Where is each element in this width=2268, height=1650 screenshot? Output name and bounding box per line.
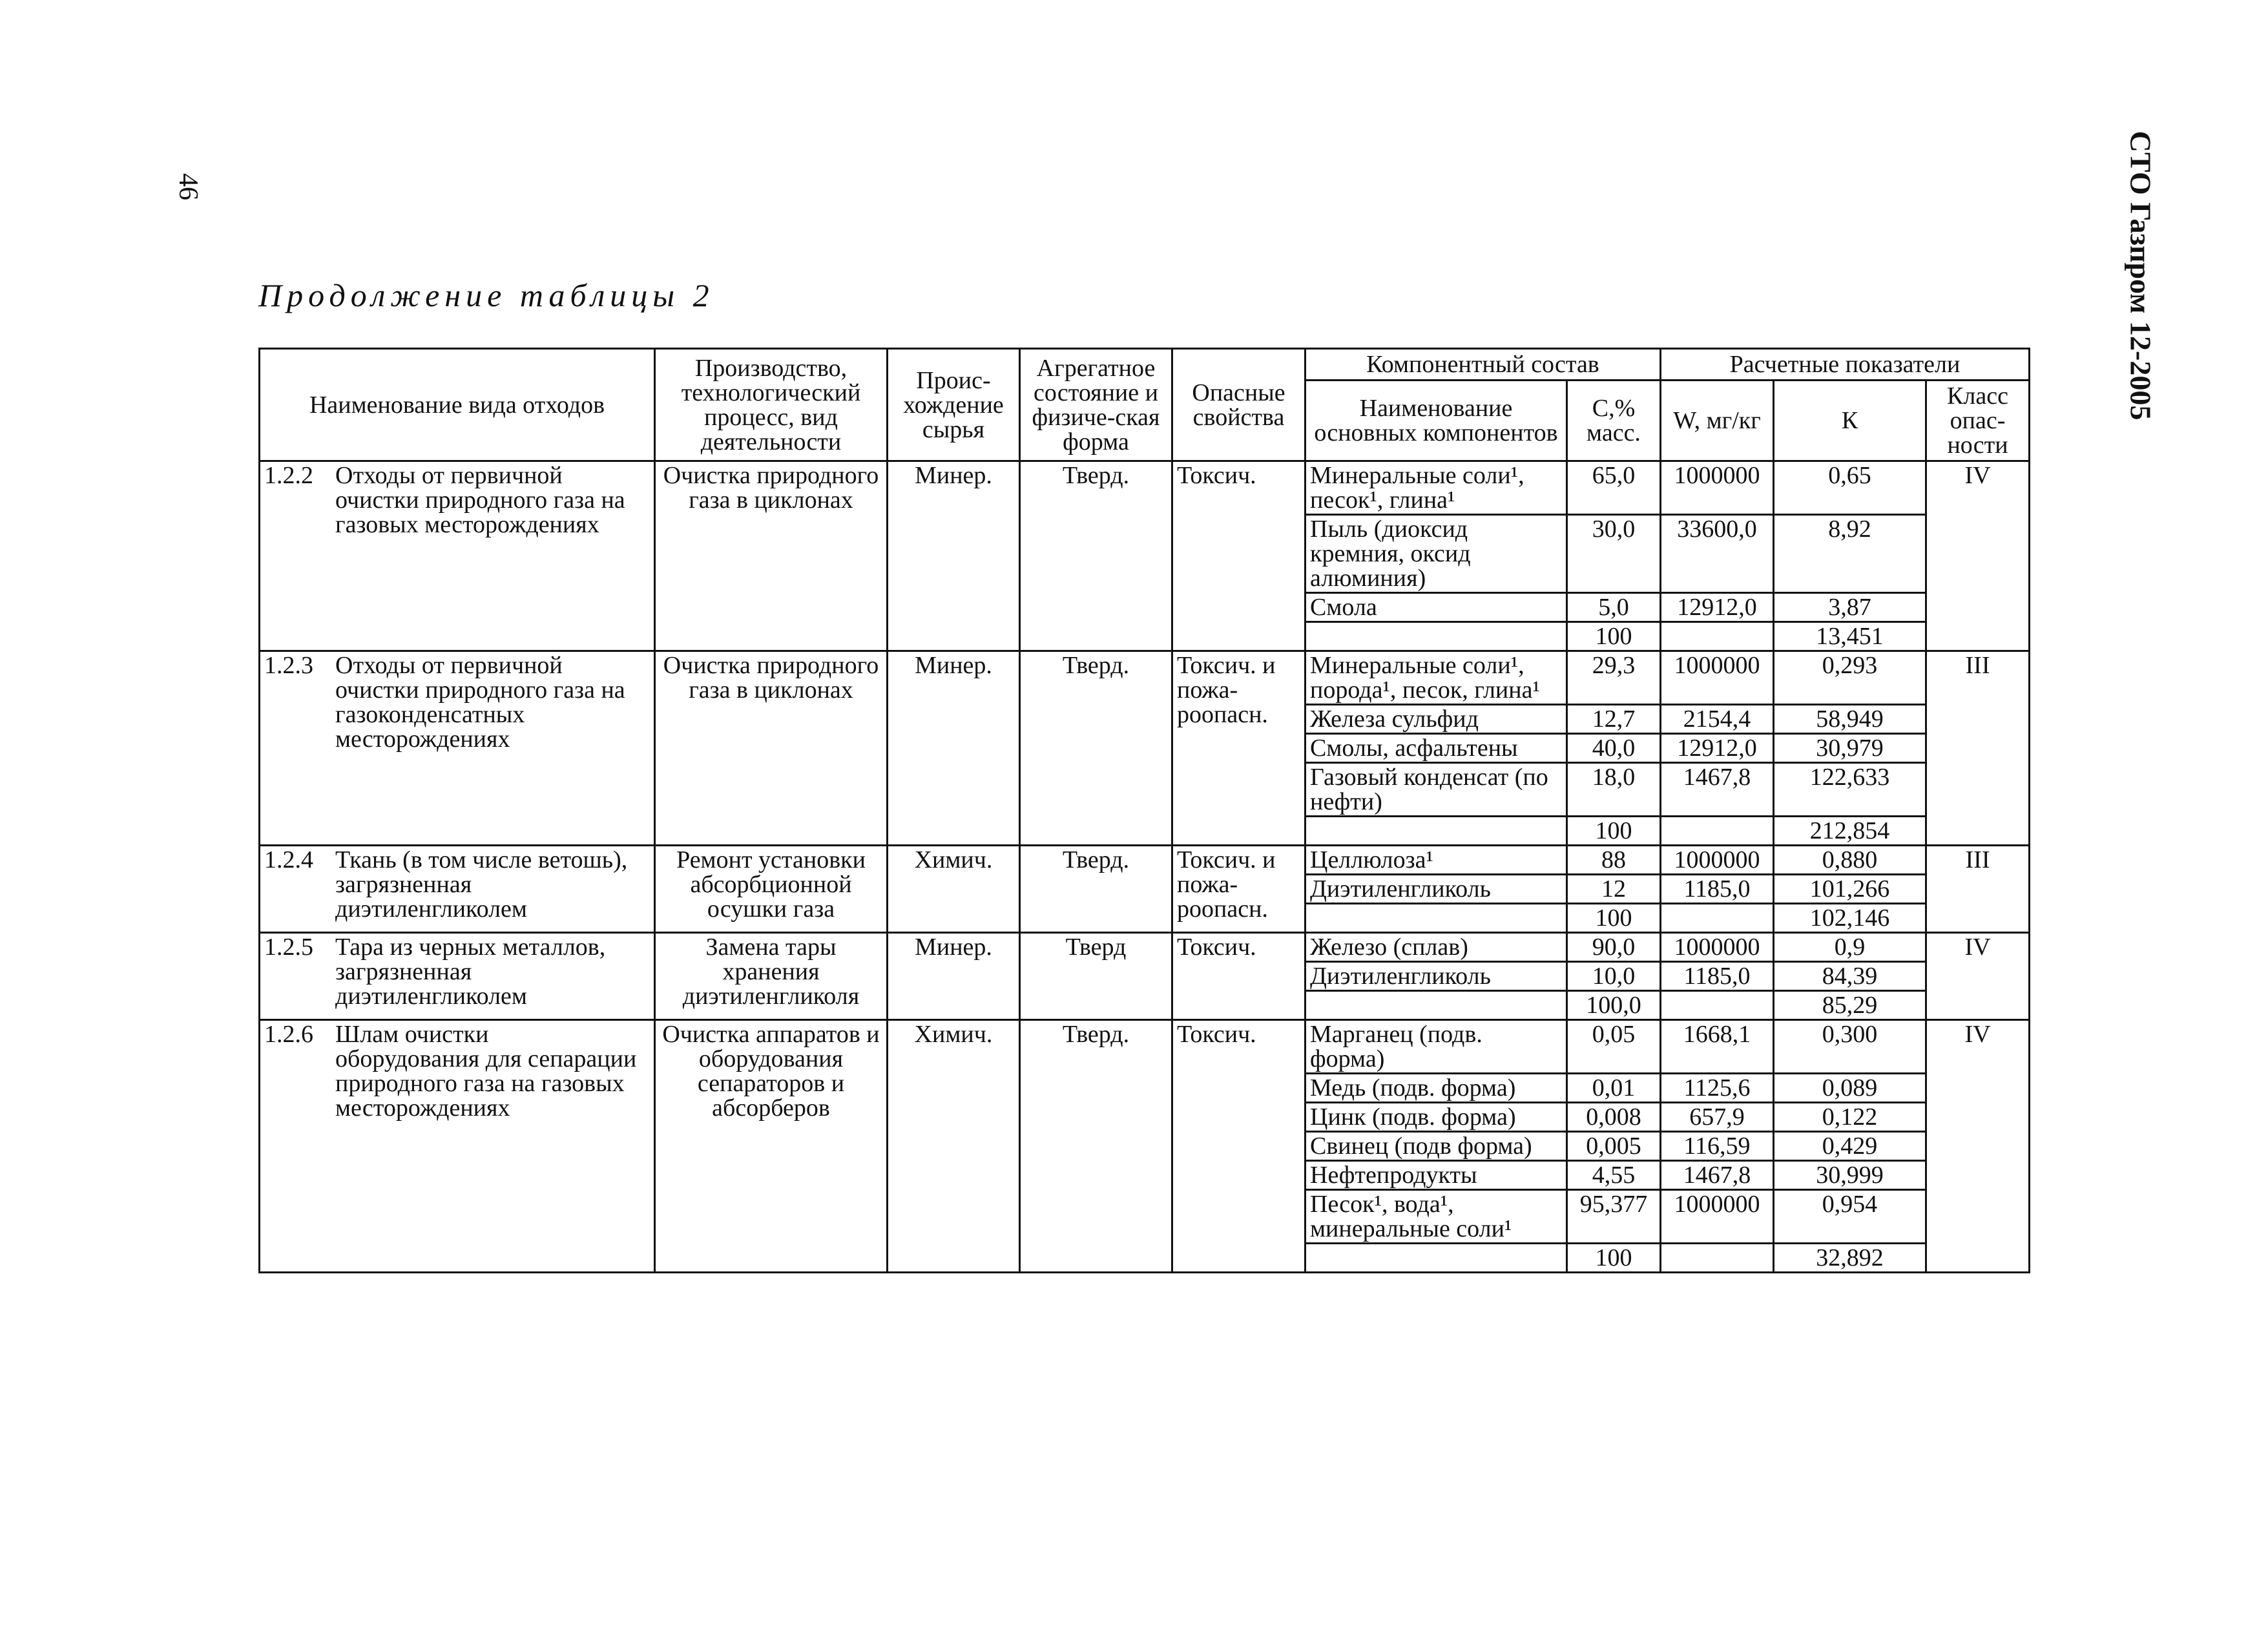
- header-origin: Проис-хождение сырья: [888, 349, 1020, 461]
- process-cell: Очистка природного газа в циклонах: [655, 461, 888, 651]
- component-name: Железо (сплав): [1306, 933, 1567, 962]
- component-c: 65,0: [1567, 461, 1661, 515]
- component-w: 1125,6: [1661, 1074, 1774, 1103]
- total-label: [1306, 991, 1567, 1020]
- component-c: 0,01: [1567, 1074, 1661, 1103]
- component-name: Смола: [1306, 593, 1567, 622]
- component-name: Минеральные соли¹, порода¹, песок, глина¹: [1306, 651, 1567, 705]
- component-c: 10,0: [1567, 962, 1661, 991]
- header-calc: Расчетные показатели: [1661, 349, 2030, 381]
- total-w: [1661, 991, 1774, 1020]
- component-k: 30,979: [1774, 734, 1926, 763]
- waste-code: 1.2.5: [264, 934, 313, 961]
- document-code: СТО Газпром 12-2005: [2124, 131, 2158, 421]
- header-c: С,% масс.: [1567, 381, 1661, 461]
- component-w: 1668,1: [1661, 1020, 1774, 1074]
- hazard-class-cell: IV: [1926, 1020, 2030, 1273]
- state-cell: Тверд.: [1020, 846, 1172, 933]
- component-k: 0,122: [1774, 1103, 1926, 1132]
- state-cell: Тверд.: [1020, 461, 1172, 651]
- header-component: Наименование основных компонентов: [1306, 381, 1567, 461]
- component-k: 58,949: [1774, 705, 1926, 734]
- header-state: Агрегатное состояние и физиче-ская форма: [1020, 349, 1172, 461]
- waste-code: 1.2.4: [264, 846, 313, 873]
- total-label: [1306, 622, 1567, 651]
- page-number: 46: [173, 173, 203, 200]
- state-cell: Тверд.: [1020, 1020, 1172, 1273]
- total-c: 100: [1567, 622, 1661, 651]
- waste-row: [260, 651, 2030, 705]
- total-w: [1661, 817, 1774, 846]
- total-c: 100: [1567, 904, 1661, 933]
- waste-name: Ткань (в том числе ветошь), загрязненная диэтиленгликолем: [335, 846, 628, 923]
- component-k: 84,39: [1774, 962, 1926, 991]
- origin-cell: Химич.: [888, 1020, 1020, 1273]
- total-w: [1661, 622, 1774, 651]
- component-w: 657,9: [1661, 1103, 1774, 1132]
- component-name: Свинец (подв форма): [1306, 1132, 1567, 1161]
- state-cell: Тверд: [1020, 933, 1172, 1020]
- header-composition: Компонентный состав: [1306, 349, 1661, 381]
- total-k: 212,854: [1774, 817, 1926, 846]
- component-w: 33600,0: [1661, 515, 1774, 593]
- component-k: 0,65: [1774, 461, 1926, 515]
- hazard-cell: Токсич.: [1172, 461, 1306, 651]
- component-name: Нефтепродукты: [1306, 1161, 1567, 1190]
- component-w: 12912,0: [1661, 593, 1774, 622]
- component-name: Пыль (диоксид кремния, оксид алюминия): [1306, 515, 1567, 593]
- component-k: 0,9: [1774, 933, 1926, 962]
- total-c: 100: [1567, 817, 1661, 846]
- component-c: 4,55: [1567, 1161, 1661, 1190]
- total-label: [1306, 904, 1567, 933]
- component-w: 1000000: [1661, 846, 1774, 875]
- component-k: 0,880: [1774, 846, 1926, 875]
- origin-cell: Минер.: [888, 933, 1020, 1020]
- waste-name-cell: [260, 461, 655, 651]
- component-c: 40,0: [1567, 734, 1661, 763]
- component-k: 3,87: [1774, 593, 1926, 622]
- waste-name: Отходы от первичной очистки природного газа на газоконденсатных месторождениях: [335, 652, 625, 753]
- component-k: 0,089: [1774, 1074, 1926, 1103]
- component-name: Песок¹, вода¹, минеральные соли¹: [1306, 1190, 1567, 1244]
- component-k: 0,429: [1774, 1132, 1926, 1161]
- hazard-cell: Токсич. и пожа-роопасн.: [1172, 846, 1306, 933]
- component-c: 12: [1567, 875, 1661, 904]
- component-c: 30,0: [1567, 515, 1661, 593]
- state-cell: Тверд.: [1020, 651, 1172, 846]
- component-c: 12,7: [1567, 705, 1661, 734]
- component-w: 1000000: [1661, 1190, 1774, 1244]
- component-w: 12912,0: [1661, 734, 1774, 763]
- component-k: 0,300: [1774, 1020, 1926, 1074]
- component-name: Минеральные соли¹, песок¹, глина¹: [1306, 461, 1567, 515]
- waste-code: 1.2.2: [264, 462, 313, 489]
- hazard-class-cell: III: [1926, 846, 2030, 933]
- waste-row: [260, 1020, 2030, 1074]
- waste-name-cell: [260, 846, 655, 933]
- header-class: Класс опас-ности: [1926, 381, 2030, 461]
- total-w: [1661, 904, 1774, 933]
- process-cell: Ремонт установки абсорбционной осушки газа: [655, 846, 888, 933]
- waste-name-cell: [260, 1020, 655, 1273]
- component-w: 2154,4: [1661, 705, 1774, 734]
- component-name: Газовый конденсат (по нефти): [1306, 763, 1567, 817]
- total-k: 13,451: [1774, 622, 1926, 651]
- total-k: 85,29: [1774, 991, 1926, 1020]
- waste-name: Шлам очистки оборудования для сепарации природного газа на газовых месторождениях: [335, 1021, 637, 1122]
- component-name: Железа сульфид: [1306, 705, 1567, 734]
- component-k: 122,633: [1774, 763, 1926, 817]
- total-k: 102,146: [1774, 904, 1926, 933]
- component-k: 101,266: [1774, 875, 1926, 904]
- waste-row: [260, 933, 2030, 962]
- waste-table: [258, 348, 2030, 1273]
- total-k: 32,892: [1774, 1244, 1926, 1273]
- component-c: 90,0: [1567, 933, 1661, 962]
- component-w: 1185,0: [1661, 962, 1774, 991]
- component-c: 0,05: [1567, 1020, 1661, 1074]
- component-name: Цинк (подв. форма): [1306, 1103, 1567, 1132]
- component-c: 0,005: [1567, 1132, 1661, 1161]
- component-c: 0,008: [1567, 1103, 1661, 1132]
- process-cell: Очистка природного газа в циклонах: [655, 651, 888, 846]
- table-caption: Продолжение таблицы 2: [258, 277, 714, 313]
- component-name: Диэтиленгликоль: [1306, 962, 1567, 991]
- component-k: 8,92: [1774, 515, 1926, 593]
- component-c: 95,377: [1567, 1190, 1661, 1244]
- waste-row: [260, 846, 2030, 875]
- component-name: Медь (подв. форма): [1306, 1074, 1567, 1103]
- component-w: 1467,8: [1661, 1161, 1774, 1190]
- process-cell: Очистка аппаратов и оборудования сепараторов и абсорберов: [655, 1020, 888, 1273]
- component-k: 0,954: [1774, 1190, 1926, 1244]
- component-c: 18,0: [1567, 763, 1661, 817]
- hazard-cell: Токсич. и пожа-роопасн.: [1172, 651, 1306, 846]
- hazard-cell: Токсич.: [1172, 933, 1306, 1020]
- component-c: 5,0: [1567, 593, 1661, 622]
- waste-code: 1.2.3: [264, 652, 313, 679]
- header-k: К: [1774, 381, 1926, 461]
- component-w: 1185,0: [1661, 875, 1774, 904]
- component-name: Целлюлоза¹: [1306, 846, 1567, 875]
- header-process: Производство, технологический процесс, вид деятельности: [655, 349, 888, 461]
- process-cell: Замена тары хранения диэтиленгликоля: [655, 933, 888, 1020]
- component-w: 1467,8: [1661, 763, 1774, 817]
- waste-code: 1.2.6: [264, 1021, 313, 1048]
- hazard-class-cell: III: [1926, 651, 2030, 846]
- waste-name: Отходы от первичной очистки природного газа на газовых месторождениях: [335, 462, 625, 538]
- component-w: 1000000: [1661, 651, 1774, 705]
- waste-row: [260, 461, 2030, 515]
- total-label: [1306, 817, 1567, 846]
- origin-cell: Химич.: [888, 846, 1020, 933]
- total-label: [1306, 1244, 1567, 1273]
- origin-cell: Минер.: [888, 461, 1020, 651]
- header-w: W, мг/кг: [1661, 381, 1774, 461]
- component-name: Диэтиленгликоль: [1306, 875, 1567, 904]
- hazard-class-cell: IV: [1926, 933, 2030, 1020]
- header-waste-name: Наименование вида отходов: [260, 349, 655, 461]
- component-c: 88: [1567, 846, 1661, 875]
- header-hazard: Опасные свойства: [1172, 349, 1306, 461]
- waste-name: Тара из черных металлов, загрязненная диэтиленгликолем: [335, 934, 606, 1010]
- component-name: Смолы, асфальтены: [1306, 734, 1567, 763]
- component-k: 30,999: [1774, 1161, 1926, 1190]
- total-c: 100,0: [1567, 991, 1661, 1020]
- hazard-class-cell: IV: [1926, 461, 2030, 651]
- component-name: Марганец (подв. форма): [1306, 1020, 1567, 1074]
- component-k: 0,293: [1774, 651, 1926, 705]
- total-c: 100: [1567, 1244, 1661, 1273]
- waste-name-cell: [260, 651, 655, 846]
- component-w: 1000000: [1661, 933, 1774, 962]
- component-c: 29,3: [1567, 651, 1661, 705]
- waste-name-cell: [260, 933, 655, 1020]
- component-w: 1000000: [1661, 461, 1774, 515]
- origin-cell: Минер.: [888, 651, 1020, 846]
- component-w: 116,59: [1661, 1132, 1774, 1161]
- total-w: [1661, 1244, 1774, 1273]
- hazard-cell: Токсич.: [1172, 1020, 1306, 1273]
